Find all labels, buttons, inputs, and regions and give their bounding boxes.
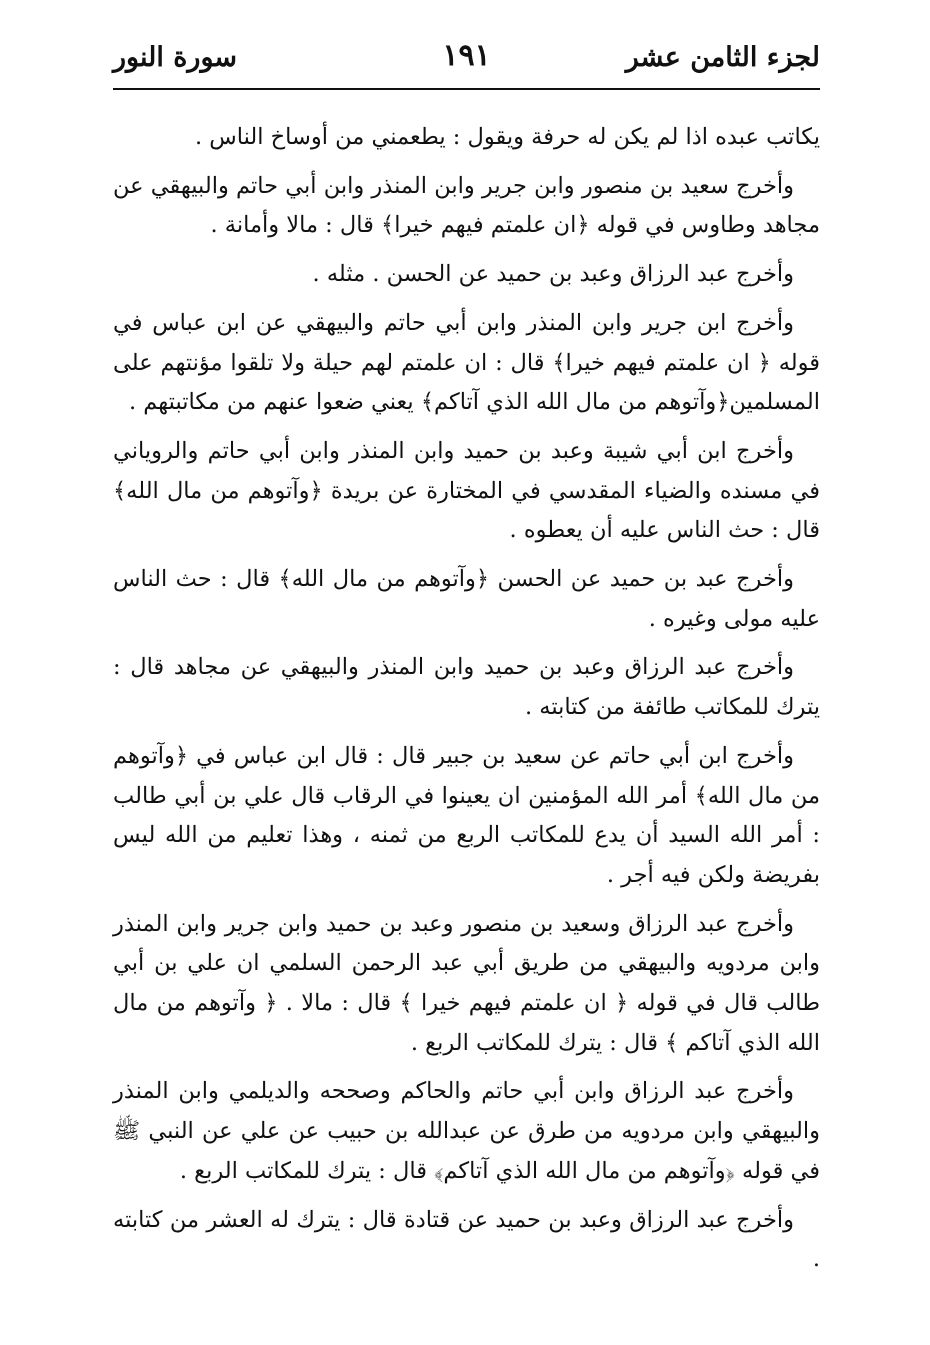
paragraph-9: وأخرج عبد الرزاق وسعيد بن منصور وعبد بن حميد وابن جرير وابن المنذر وابن مردويه والبيهقي من طريق أبي عبد الرحمن السلمي ان علي بن أبي طالب قال في قوله ﴿ ان علمتم فيهم خيرا ﴾ قال : مالا . ﴿ وآتوهم من مال الله الذي آتاكم ﴾ قال : يترك للمكاتب الربع . <box>113 910 820 1056</box>
paragraph-7: وأخرج عبد الرزاق وعبد بن حميد وابن المنذر والبيهقي عن مجاهد قال : يترك للمكاتب طائفة من كتابته . <box>113 654 820 721</box>
paragraph-8: وأخرج ابن أبي حاتم عن سعيد بن جبير قال : قال ابن عباس في ﴿وآتوهم من مال الله﴾ أمر الله المؤمنين ان يعينوا في الرقاب قال علي بن أبي طالب : أمر الله السيد أن يدع للمكاتب الربع من ثمنه ، وهذا تعليم من الله ليس بفريضة ولكن فيه أجر . <box>113 742 820 888</box>
page-number: ١٩١ <box>442 38 491 73</box>
paragraph-5: وأخرج ابن أبي شيبة وعبد بن حميد وابن المنذر وابن أبي حاتم والروياني في مسنده والضياء المقدسي في المختارة عن بريدة ﴿وآتوهم من مال الله﴾ قال : حث الناس عليه أن يعطوه . <box>113 437 820 544</box>
paragraph-10: وأخرج عبد الرزاق وابن أبي حاتم والحاكم وصححه والديلمي وابن المنذر والبيهقي وابن مردويه من طرق عن عبدالله بن حبيب عن علي عن النبي ﷺ في قوله ﴿وآتوهم من مال الله الذي آتاكم﴾ قال : يترك للمكاتب الربع . <box>113 1078 820 1184</box>
paragraph-3: وأخرج عبد الرزاق وعبد بن حميد عن الحسن . مثله . <box>312 261 794 288</box>
surah-title: سورة النور <box>113 42 238 73</box>
paragraph-11: وأخرج عبد الرزاق وعبد بن حميد عن قتادة قال : يترك له العشر من كتابته . <box>113 1206 820 1273</box>
paragraph-4: وأخرج ابن جرير وابن المنذر وابن أبي حاتم والبيهقي عن ابن عباس في قوله ﴿ ان علمتم فيهم خيرا﴾ قال : ان علمتم لهم حيلة ولا تلقوا مؤنتهم على المسلمين﴿وآتوهم من مال الله الذي آتاكم﴾ يعني ضعوا عنهم من مكاتبتهم . <box>113 309 820 416</box>
paragraph-2: وأخرج سعيد بن منصور وابن جرير وابن المنذر وابن أبي حاتم والبيهقي عن مجاهد وطاوس في قوله ﴿ان علمتم فيهم خيرا﴾ قال : مالا وأمانة . <box>113 172 820 239</box>
page-header <box>113 38 820 84</box>
volume-title: لجزء الثامن عشر <box>625 42 820 73</box>
page-body <box>113 118 820 1289</box>
header-divider <box>113 88 820 90</box>
paragraph-1: يكاتب عبده اذا لم يكن له حرفة ويقول : يطعمني من أوساخ الناس . <box>194 124 820 150</box>
paragraph-6: وأخرج عبد بن حميد عن الحسن ﴿وآتوهم من مال الله﴾ قال : حث الناس عليه مولى وغيره . <box>113 566 820 632</box>
